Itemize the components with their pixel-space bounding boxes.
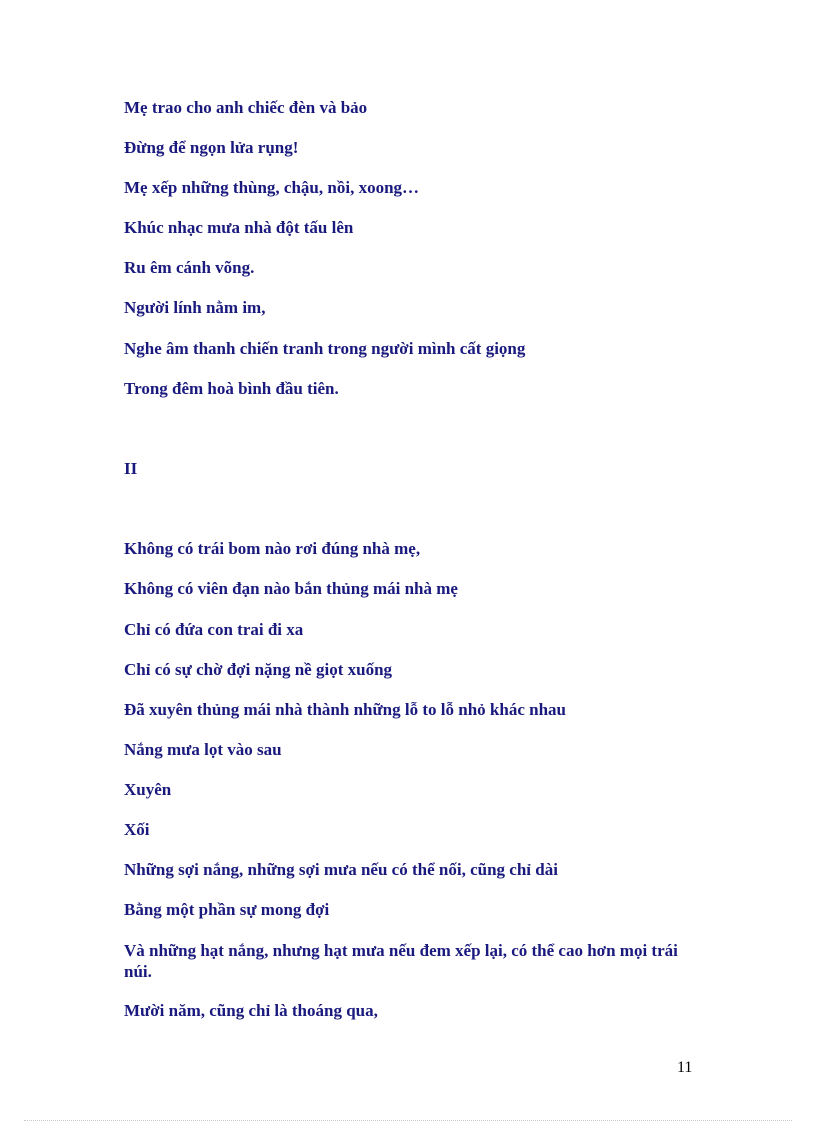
poem-line: Mẹ xếp những thùng, chậu, nồi, xoong… [124,178,420,197]
poem-line: Không có viên đạn nào bắn thủng mái nhà mẹ [124,579,458,598]
poem-line: Những sợi nắng, những sợi mưa nếu có thể nối, cũng chỉ dài [124,860,558,879]
poem-line: Trong đêm hoà bình đầu tiên. [124,379,339,398]
poem-line: Xối [124,820,150,839]
poem-line: Bằng một phần sự mong đợi [124,900,330,919]
poem-line: Người lính nằm im, [124,298,266,317]
poem-line: Đừng để ngọn lửa rụng! [124,138,299,157]
poem-line: Và những hạt nắng, nhưng hạt mưa nếu đem xếp lại, có thể cao hơn mọi trái núi. [124,941,678,981]
poem-line: Xuyên [124,780,172,799]
poem-line: Nghe âm thanh chiến tranh trong người mình cất giọng [124,339,526,358]
page-number: 11 [677,1059,693,1076]
poem-line: Mẹ trao cho anh chiếc đèn và bảo [124,98,368,117]
poem-line: Không có trái bom nào rơi đúng nhà mẹ, [124,539,421,558]
poem-line: Chỉ có sự chờ đợi nặng nề giọt xuống [124,660,393,679]
section-heading: II [124,459,138,478]
page-bottom-divider [24,1120,792,1121]
poem-line: Khúc nhạc mưa nhà đột tấu lên [124,218,354,237]
poem-line: Chỉ có đứa con trai đi xa [124,620,304,639]
poem-line: Đã xuyên thủng mái nhà thành những lỗ to lỗ nhỏ khác nhau [124,700,566,719]
poem-line: Ru êm cánh võng. [124,258,255,277]
poem-line: Nắng mưa lọt vào sau [124,740,282,759]
poem-line: Mười năm, cũng chỉ là thoáng qua, [124,1001,378,1020]
